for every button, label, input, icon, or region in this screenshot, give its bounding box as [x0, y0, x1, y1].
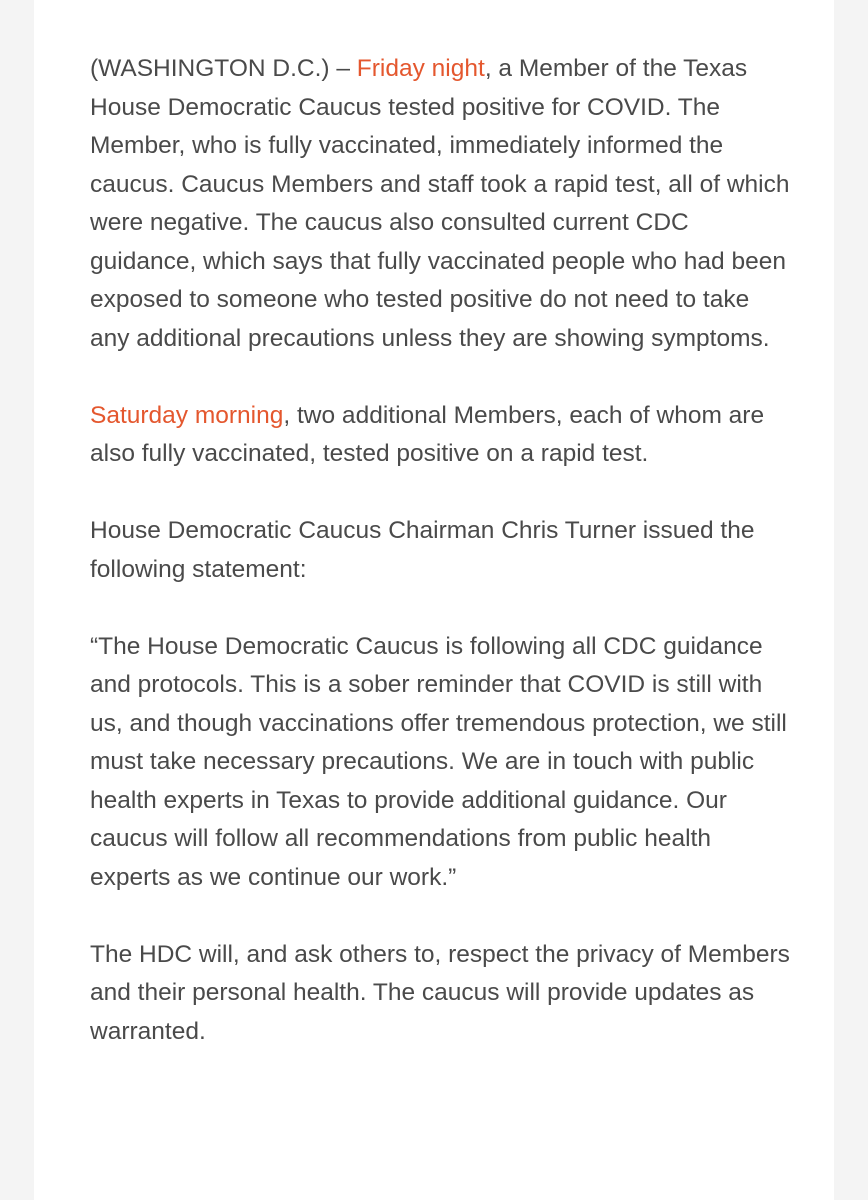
paragraph-saturday-morning — [90, 397, 790, 474]
press-release-body — [90, 50, 790, 1090]
paragraph-friday-night-text: , a Member of the Texas House Democratic Caucus tested positive for COVID. The Member, who is fully vaccinated, immediately informed the caucus. Caucus Members and staff took a rapid test, all of which were negative. The caucus also consulted current CDC guidance, which says that fully vaccinated people who had been exposed to someone who tested positive do not need to take any additional precautions unless they are showing symptoms. — [90, 55, 790, 352]
press-release-card — [34, 0, 834, 1200]
paragraph-saturday-morning-text: , two additional Members, each of whom are also fully vaccinated, tested positive on a rapid test. — [90, 401, 765, 467]
chairman-statement-quote: “The House Democratic Caucus is following all CDC guidance and protocols. This is a sober reminder that COVID is still with us, and though vaccinations offer tremendous protection, we still must take necessary precautions. We are in touch with public health experts in Texas to provide additional guidance. Our caucus will follow all recommendations from public health experts as we continue our work.” — [90, 632, 787, 891]
paragraph-friday-night — [90, 50, 790, 358]
paragraph-privacy: The HDC will, and ask others to, respect the privacy of Members and their personal health. The caucus will provide updates as warranted. — [90, 940, 790, 1045]
dateline: (WASHINGTON D.C.) – — [90, 55, 357, 82]
paragraph-chairman-intro: House Democratic Caucus Chairman Chris Turner issued the following statement: — [90, 517, 755, 583]
highlight-friday-night: Friday night — [356, 55, 485, 82]
highlight-saturday-morning: Saturday morning — [90, 401, 284, 429]
